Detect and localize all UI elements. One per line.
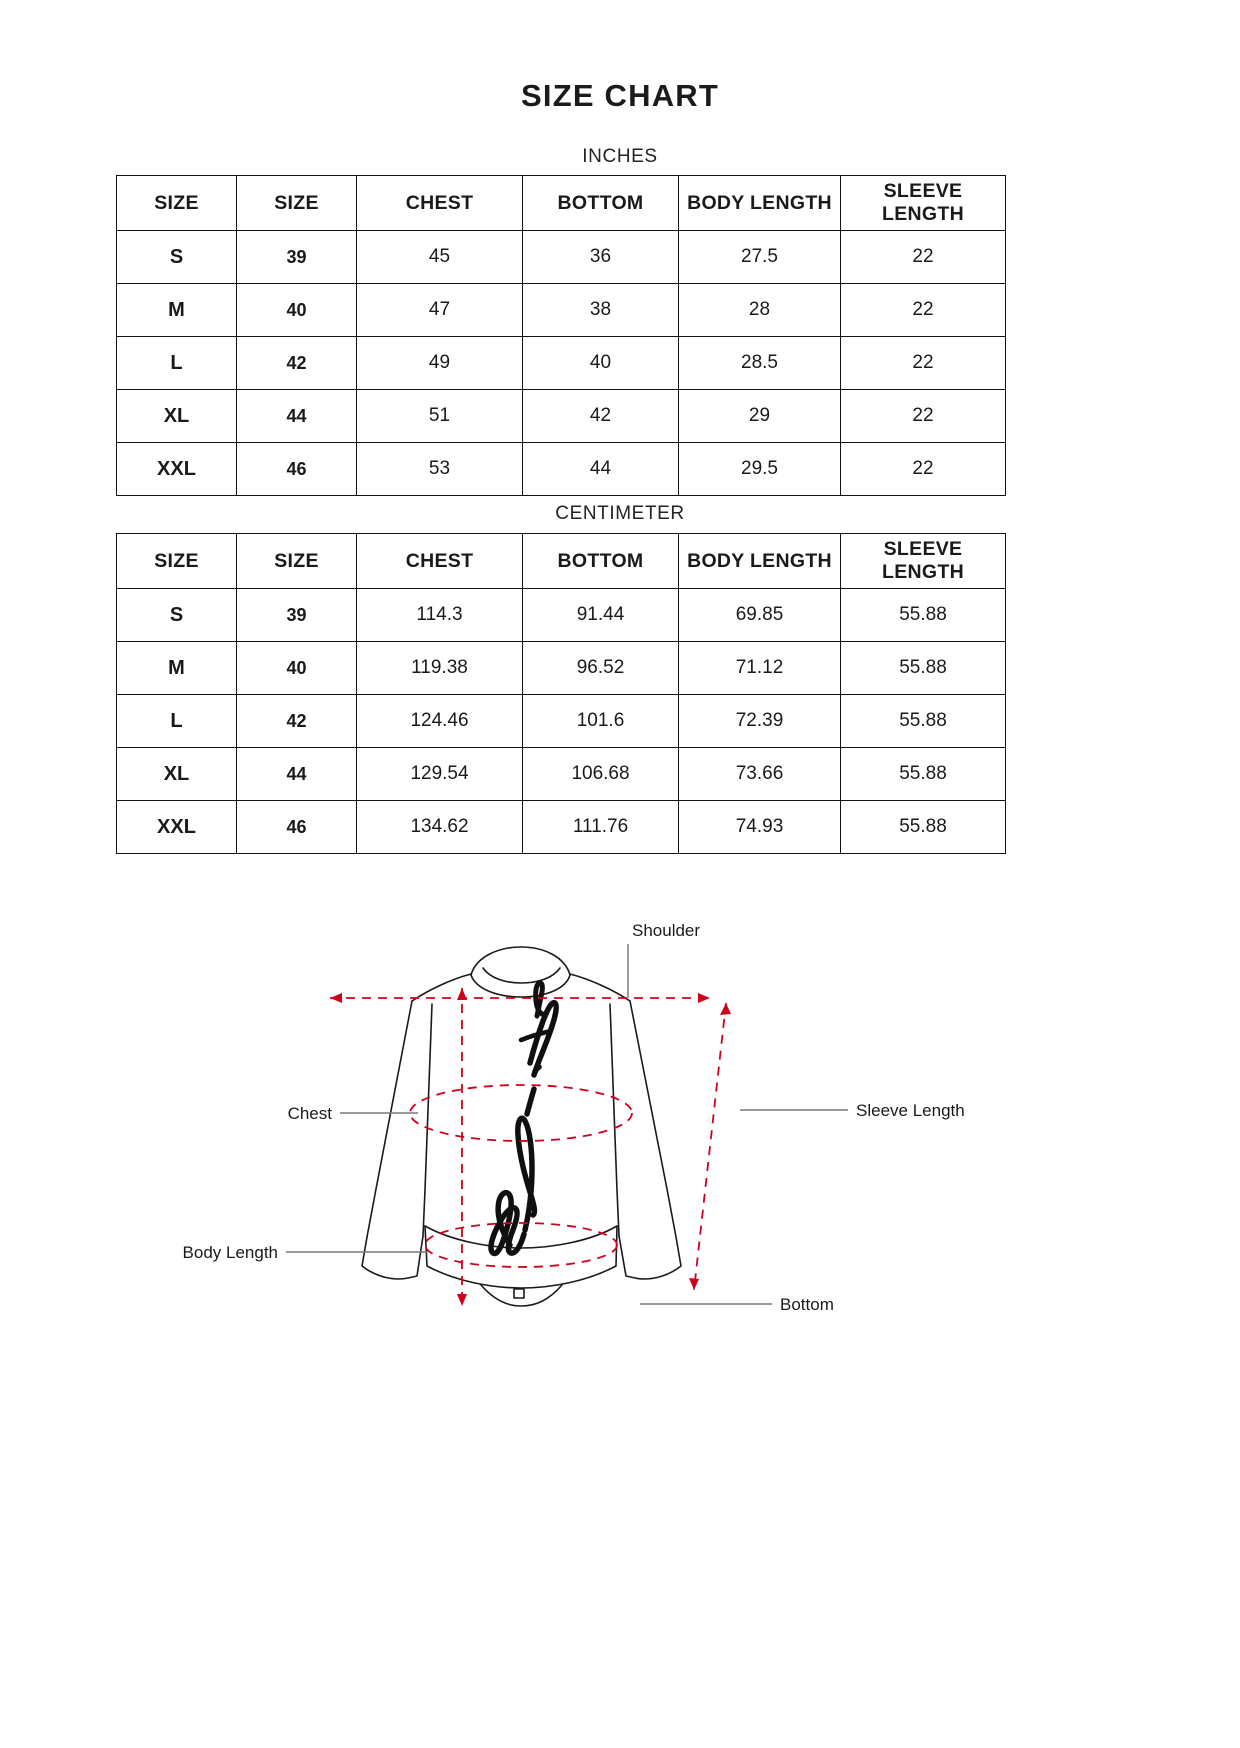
column-header-body-length: BODY LENGTH bbox=[679, 176, 841, 231]
cell-sleeve-length: 55.88 bbox=[841, 695, 1006, 748]
cell-body-length: 28 bbox=[679, 284, 841, 337]
cell-bottom: 40 bbox=[523, 337, 679, 390]
cell-chest: 134.62 bbox=[357, 801, 523, 854]
column-header-bottom: BOTTOM bbox=[523, 534, 679, 589]
column-header-sleeve-length: SLEEVE LENGTH bbox=[841, 534, 1006, 589]
cell-bottom: 106.68 bbox=[523, 748, 679, 801]
inches-size-table bbox=[116, 175, 1006, 496]
cell-size-letter: XXL bbox=[117, 443, 237, 496]
inches-caption: INCHES bbox=[582, 146, 658, 167]
cell-chest: 45 bbox=[357, 231, 523, 284]
cell-body-length: 71.12 bbox=[679, 642, 841, 695]
cell-size-letter: M bbox=[117, 642, 237, 695]
cell-size-number: 44 bbox=[237, 748, 357, 801]
cell-sleeve-length: 22 bbox=[841, 443, 1006, 496]
cell-body-length: 69.85 bbox=[679, 589, 841, 642]
chest-measure-ellipse bbox=[410, 1085, 632, 1141]
table-row bbox=[117, 695, 1006, 748]
label-shoulder: Shoulder bbox=[632, 921, 701, 940]
cell-sleeve-length: 55.88 bbox=[841, 748, 1006, 801]
table-row bbox=[117, 801, 1006, 854]
table-row bbox=[117, 443, 1006, 496]
cell-chest: 124.46 bbox=[357, 695, 523, 748]
cell-chest: 119.38 bbox=[357, 642, 523, 695]
cell-chest: 129.54 bbox=[357, 748, 523, 801]
table-header-row bbox=[117, 534, 1006, 589]
table-header-row bbox=[117, 176, 1006, 231]
cell-bottom: 42 bbox=[523, 390, 679, 443]
cell-size-number: 40 bbox=[237, 284, 357, 337]
table-row bbox=[117, 337, 1006, 390]
table-row bbox=[117, 284, 1006, 337]
cell-bottom: 111.76 bbox=[523, 801, 679, 854]
cell-bottom: 101.6 bbox=[523, 695, 679, 748]
column-header-size-number: SIZE bbox=[237, 534, 357, 589]
cell-sleeve-length: 55.88 bbox=[841, 589, 1006, 642]
cell-body-length: 73.66 bbox=[679, 748, 841, 801]
sleeve-length-measure-line bbox=[694, 1003, 726, 1290]
label-body-length: Body Length bbox=[182, 1243, 278, 1262]
centimeter-caption: CENTIMETER bbox=[555, 503, 685, 524]
cell-size-number: 42 bbox=[237, 695, 357, 748]
cell-size-letter: XL bbox=[117, 748, 237, 801]
cell-size-letter: XXL bbox=[117, 801, 237, 854]
column-header-chest: CHEST bbox=[357, 176, 523, 231]
cell-sleeve-length: 22 bbox=[841, 284, 1006, 337]
cell-size-number: 46 bbox=[237, 801, 357, 854]
cell-sleeve-length: 22 bbox=[841, 231, 1006, 284]
cell-bottom: 44 bbox=[523, 443, 679, 496]
cell-size-number: 44 bbox=[237, 390, 357, 443]
cell-size-number: 40 bbox=[237, 642, 357, 695]
column-header-bottom: BOTTOM bbox=[523, 176, 679, 231]
cell-size-number: 46 bbox=[237, 443, 357, 496]
cell-size-letter: L bbox=[117, 695, 237, 748]
label-sleeve-length: Sleeve Length bbox=[856, 1101, 965, 1120]
cell-chest: 47 bbox=[357, 284, 523, 337]
table-row bbox=[117, 231, 1006, 284]
cell-bottom: 91.44 bbox=[523, 589, 679, 642]
cell-bottom: 96.52 bbox=[523, 642, 679, 695]
cell-chest: 114.3 bbox=[357, 589, 523, 642]
cell-chest: 51 bbox=[357, 390, 523, 443]
cell-size-number: 42 bbox=[237, 337, 357, 390]
cell-bottom: 38 bbox=[523, 284, 679, 337]
column-header-size-letter: SIZE bbox=[117, 534, 237, 589]
cell-sleeve-length: 55.88 bbox=[841, 801, 1006, 854]
artwork-script-white bbox=[491, 983, 556, 1254]
table-row bbox=[117, 748, 1006, 801]
cell-size-letter: M bbox=[117, 284, 237, 337]
cell-size-number: 39 bbox=[237, 231, 357, 284]
cell-body-length: 28.5 bbox=[679, 337, 841, 390]
cell-chest: 53 bbox=[357, 443, 523, 496]
cell-size-number: 39 bbox=[237, 589, 357, 642]
cell-body-length: 29 bbox=[679, 390, 841, 443]
centimeter-size-table bbox=[116, 533, 1006, 854]
cell-body-length: 72.39 bbox=[679, 695, 841, 748]
column-header-body-length: BODY LENGTH bbox=[679, 534, 841, 589]
cell-size-letter: XL bbox=[117, 390, 237, 443]
cell-size-letter: S bbox=[117, 231, 237, 284]
cell-sleeve-length: 22 bbox=[841, 390, 1006, 443]
cell-body-length: 74.93 bbox=[679, 801, 841, 854]
table-row bbox=[117, 390, 1006, 443]
column-header-size-letter: SIZE bbox=[117, 176, 237, 231]
cell-body-length: 27.5 bbox=[679, 231, 841, 284]
column-header-size-number: SIZE bbox=[237, 176, 357, 231]
table-row bbox=[117, 589, 1006, 642]
cell-sleeve-length: 55.88 bbox=[841, 642, 1006, 695]
cell-body-length: 29.5 bbox=[679, 443, 841, 496]
garment-measurement-diagram bbox=[180, 900, 1060, 1400]
cell-size-letter: S bbox=[117, 589, 237, 642]
cell-size-letter: L bbox=[117, 337, 237, 390]
column-header-sleeve-length: SLEEVE LENGTH bbox=[841, 176, 1006, 231]
table-row bbox=[117, 642, 1006, 695]
cell-chest: 49 bbox=[357, 337, 523, 390]
label-bottom: Bottom bbox=[780, 1295, 834, 1314]
page-title: SIZE CHART bbox=[521, 78, 719, 113]
label-chest: Chest bbox=[287, 1104, 332, 1123]
column-header-chest: CHEST bbox=[357, 534, 523, 589]
cell-sleeve-length: 22 bbox=[841, 337, 1006, 390]
cell-bottom: 36 bbox=[523, 231, 679, 284]
